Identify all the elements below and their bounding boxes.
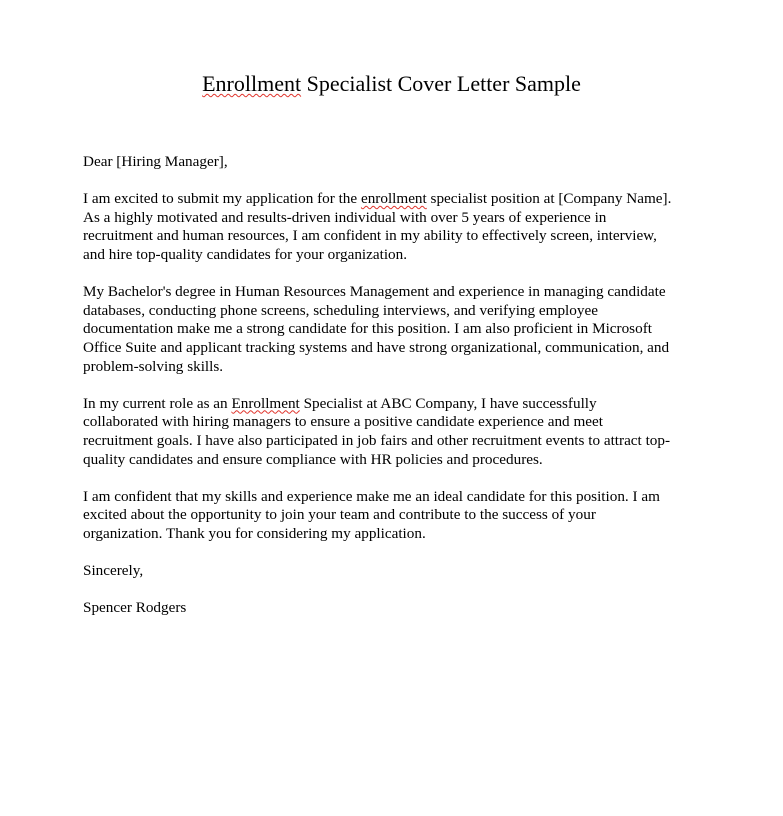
paragraph-4-line-3: organization. Thank you for considering my application. — [83, 524, 426, 542]
paragraph-4-line-1: I am confident that my skills and experience make me an ideal candidate for this position. I am — [83, 487, 660, 505]
paragraph-2-line-4: Office Suite and applicant tracking systems and have strong organizational, communication, and — [83, 338, 670, 356]
flagged-word: Enrollment — [231, 394, 300, 412]
paragraph-2-line-2: databases, conducting phone screens, scheduling interviews, and verifying employee — [83, 301, 598, 319]
paragraph-1 — [83, 190, 713, 264]
paragraph-1-line-1 — [83, 190, 713, 209]
salutation-text: Dear [Hiring Manager], — [83, 153, 228, 170]
signature — [83, 599, 713, 618]
paragraph-1-line-4: and hire top-quality candidates for your organization. — [83, 245, 408, 263]
paragraph-3-line-2: collaborated with hiring managers to ensure a positive candidate experience and meet — [83, 413, 603, 431]
salutation — [83, 153, 713, 172]
letter-body — [83, 153, 713, 636]
paragraph-2-line-1: My Bachelor's degree in Human Resources Management and experience in managing candidate — [83, 283, 666, 301]
flagged-word: enrollment — [360, 190, 427, 208]
text-segment: Specialist at ABC Company, I have successfully — [299, 394, 597, 412]
paragraph-4-line-2: excited about the opportunity to join your team and contribute to the success of your — [83, 506, 596, 524]
text-segment: I am excited to submit my application for the — [83, 190, 361, 208]
paragraph-3-line-1 — [83, 395, 713, 414]
document-title — [0, 70, 783, 98]
closing-text: Sincerely, — [83, 562, 144, 580]
paragraph-3 — [83, 395, 713, 469]
paragraph-2-line-3: documentation make me a strong candidate for this position. I am also proficient in Microsoft — [83, 320, 652, 338]
signature-name: Spencer Rodgers — [83, 599, 187, 617]
paragraph-1-line-2: As a highly motivated and results-driven individual with over 5 years of experience in — [83, 208, 607, 226]
paragraph-3-line-3: recruitment goals. I have also participated in job fairs and other recruitment events to attract top- — [83, 431, 671, 449]
paragraph-1-line-3: recruitment and human resources, I am confident in my ability to effectively screen, interview, — [83, 227, 657, 245]
closing — [83, 562, 713, 581]
text-segment: In my current role as an — [83, 394, 232, 412]
paragraph-2-line-5: problem-solving skills. — [83, 357, 224, 375]
paragraph-3-line-4: quality candidates and ensure compliance with HR policies and procedures. — [83, 450, 543, 468]
paragraph-4 — [83, 488, 713, 544]
title-text: Specialist Cover Letter Sample — [301, 71, 581, 96]
text-segment: specialist position at [Company Name]. — [426, 190, 672, 208]
paragraph-2 — [83, 283, 713, 376]
title-word-flagged: Enrollment — [202, 71, 302, 96]
